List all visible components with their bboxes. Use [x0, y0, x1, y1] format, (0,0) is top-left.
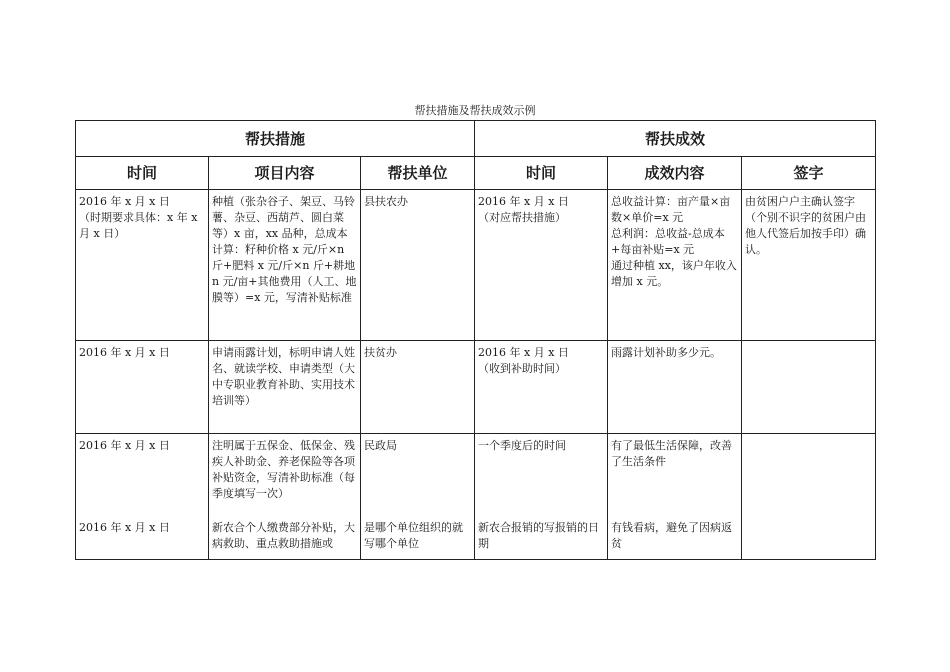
- spacer: [79, 454, 205, 520]
- group-header-row: [76, 121, 876, 157]
- column-header-time: 时间: [76, 157, 209, 190]
- table-caption: 帮扶措施及帮扶成效示例: [414, 104, 536, 117]
- cell-text: 2016 年 x 月 x 日 （收到补助时间）: [478, 346, 569, 375]
- spacer: [478, 454, 604, 520]
- column-header-result: 成效内容: [608, 157, 742, 190]
- cell-unit: [361, 190, 475, 341]
- cell-result: [608, 190, 742, 341]
- cell-text: 种植（张杂谷子、架豆、马铃薯、杂豆、西葫芦、圆白菜等）x 亩，xx 品种，总成本计算：籽种价格 x 元/斤×n 斤+肥料 x 元/斤×n 斤+耕地 n 元/亩+其他费用（人工、地膜等）=x 元，写清补贴标准: [212, 195, 357, 304]
- cell-text: 有钱看病，避免了因病返贫: [611, 521, 733, 550]
- cell-content: [209, 341, 361, 434]
- cell-text: 是哪个单位组织的就写哪个单位: [364, 521, 463, 550]
- cell-text: 申请雨露计划，标明申请人姓名、就读学校、申请类型（大中专职业教育补助、实用技术培训等）: [212, 346, 355, 407]
- cell-text: 有了最低生活保障，改善了生活条件: [611, 439, 733, 468]
- table-row: [76, 434, 876, 560]
- cell-text: 雨露计划补助多少元。: [611, 346, 722, 359]
- cell-text: 注明属于五保金、低保金、残疾人补助金、养老保险等各项补贴资金，写清补助标准（每季度填写一次）: [212, 439, 355, 500]
- cell-content: [209, 190, 361, 341]
- cell-unit: [361, 341, 475, 434]
- cell-unit: [361, 434, 475, 560]
- cell-result: [608, 434, 742, 560]
- spacer: [611, 470, 738, 520]
- cell-time: [76, 341, 209, 434]
- cell-result-time: [475, 190, 608, 341]
- cell-text: 扶贫办: [364, 346, 397, 359]
- cell-result: [608, 341, 742, 434]
- cell-result-time: [475, 434, 608, 560]
- table-row: [76, 341, 876, 434]
- cell-text: 由贫困户户主确认签字（个别不识字的贫困户由他人代签后加按手印）确认。: [745, 195, 867, 256]
- cell-time: [76, 434, 209, 560]
- cell-content: [209, 434, 361, 560]
- cell-result-time: [475, 341, 608, 434]
- cell-text: 2016 年 x 月 x 日 （时期要求具体：x 年 x 月 x 日）: [79, 195, 198, 240]
- cell-text: 2016 年 x 月 x 日 （对应帮扶措施）: [478, 195, 569, 224]
- cell-text: 一个季度后的时间: [478, 439, 567, 452]
- column-header-row: [76, 157, 876, 190]
- group-header-results: 帮扶成效: [475, 121, 876, 157]
- cell-text: 总收益计算：亩产量×亩数×单价=x 元 总利润：总收益-总成本+每亩补贴=x 元 通过种植 xx，该户年收入增加 x 元。: [611, 195, 737, 288]
- column-header-sign: 签字: [742, 157, 876, 190]
- column-header-content: 项目内容: [209, 157, 361, 190]
- cell-text: 新农合个人缴费部分补贴，大病救助、重点救助措施或: [212, 521, 355, 550]
- cell-text: 民政局: [364, 439, 397, 452]
- cell-text: 新农合报销的写报销的日期: [478, 521, 600, 550]
- assistance-table: [75, 120, 876, 560]
- spacer: [212, 502, 357, 520]
- column-header-unit: 帮扶单位: [361, 157, 475, 190]
- cell-time: [76, 190, 209, 341]
- cell-sign: [742, 434, 876, 560]
- cell-text: 2016 年 x 月 x 日: [79, 346, 170, 359]
- cell-sign: [742, 190, 876, 341]
- cell-text: 2016 年 x 月 x 日: [79, 439, 170, 452]
- cell-sign: [742, 341, 876, 434]
- table-row: [76, 190, 876, 341]
- column-header-result-time: 时间: [475, 157, 608, 190]
- cell-text: 2016 年 x 月 x 日: [79, 521, 170, 534]
- group-header-measures: 帮扶措施: [76, 121, 475, 157]
- spacer: [364, 454, 471, 520]
- cell-text: 县扶农办: [364, 195, 408, 208]
